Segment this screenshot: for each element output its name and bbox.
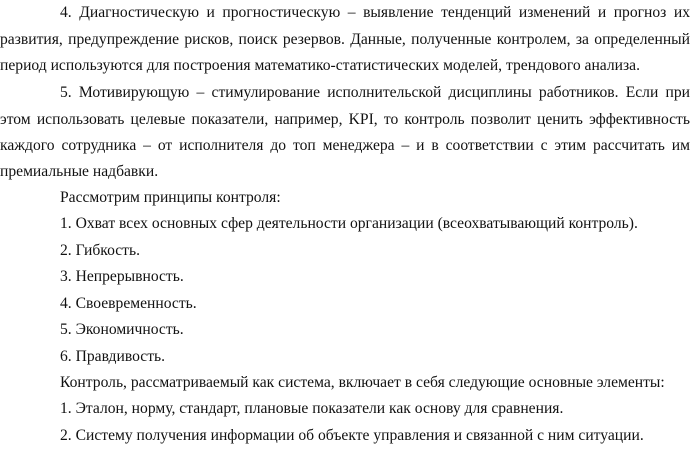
principles-intro: Рассмотрим принципы контроля:	[60, 189, 281, 206]
principle-item: 1. Охват всех основных сфер деятельности организации (всеохватывающий контроль).	[60, 215, 638, 232]
paragraph-4-line-1: 4. Диагностическую и прогностическую – выявление тенденций изменений и прогноз их	[60, 4, 690, 21]
system-element-item: 2. Систему получения информации об объекте управления и связанной с ним ситуации.	[60, 427, 644, 444]
system-element-item: 1. Эталон, норму, стандарт, плановые показатели как основу для сравнения.	[60, 400, 564, 417]
system-intro: Контроль, рассматриваемый как система, включает в себя следующие основные элементы:	[60, 374, 665, 391]
principle-item: 4. Своевременность.	[60, 295, 197, 312]
principle-item: 2. Гибкость.	[60, 242, 141, 259]
paragraph-4-line-3: период используются для построения математико-статистических моделей, трендового анализа.	[0, 57, 640, 74]
paragraph-4-line-2: развития, предупреждение рисков, поиск резервов. Данные, полученные контролем, за определенный	[0, 31, 690, 48]
paragraph-5-line-2: этом использовать целевые показатели, например, KPI, то контроль позволит ценить эффективность	[0, 111, 690, 128]
paragraph-5-line-3: каждого сотрудника – от исполнителя до топ менеджера – и в соответствии с этим рассчитать им	[0, 137, 690, 154]
principle-item: 6. Правдивость.	[60, 348, 166, 365]
principle-item: 5. Экономичность.	[60, 321, 184, 338]
paragraph-5-line-4: премиальные надбавки.	[0, 163, 159, 180]
paragraph-5-line-1: 5. Мотивирующую – стимулирование исполнительской дисциплины работников. Если при	[60, 84, 690, 101]
principle-item: 3. Непрерывность.	[60, 268, 184, 285]
